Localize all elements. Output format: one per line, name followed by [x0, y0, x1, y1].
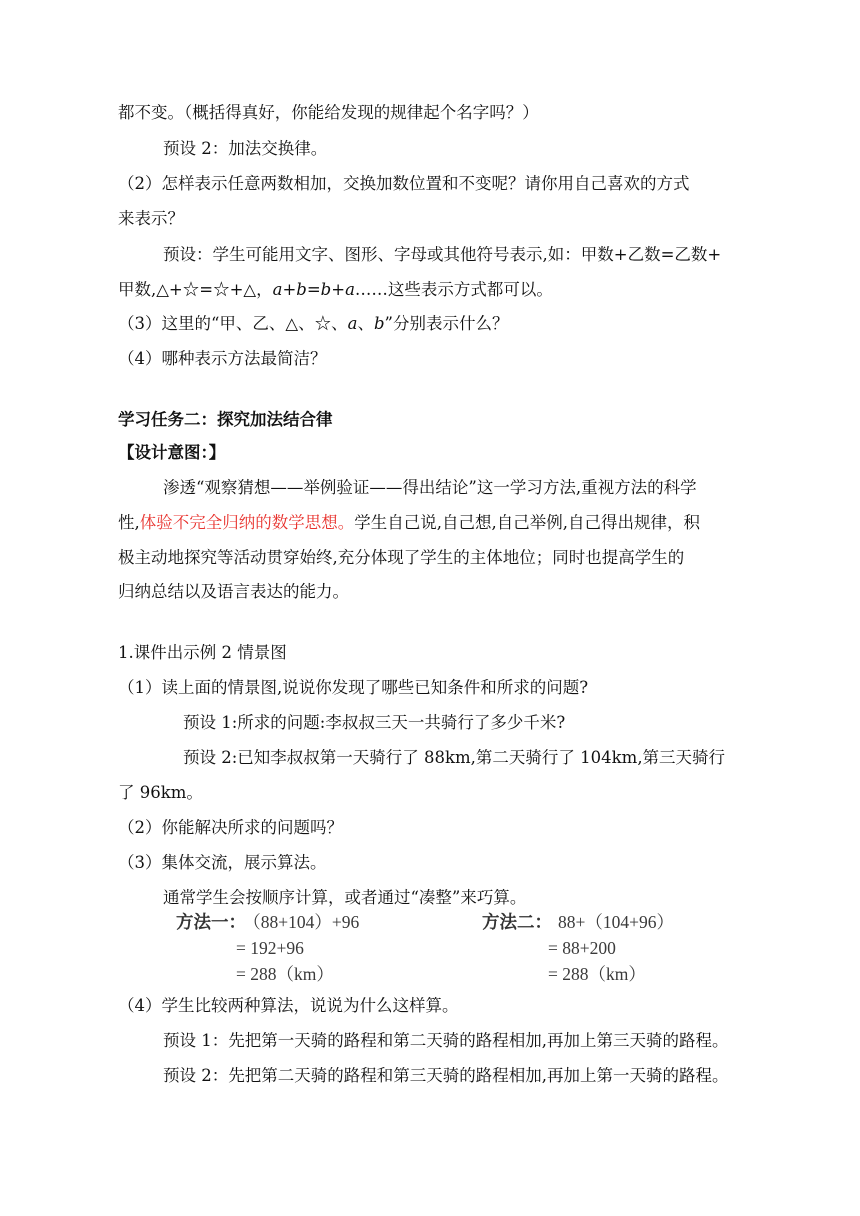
text-line: 极主动地探究等活动贯穿始终,充分体现了学生的主体地位；同时也提高学生的: [118, 548, 685, 567]
method-one-line-1: [176, 911, 359, 933]
text-line: 来表示？: [118, 209, 184, 228]
text-line: [118, 278, 860, 302]
text-span: （3）这里的“甲、乙、△、☆、: [118, 314, 348, 333]
text-line: （1）读上面的情景图,说说你发现了哪些已知条件和所求的问题?: [118, 678, 589, 697]
text-line: （4）哪种表示方法最简洁？: [118, 349, 327, 368]
highlighted-text: 体验不完全归纳的数学思想。: [139, 513, 355, 532]
text-span: 性,: [118, 513, 140, 532]
method-one-line-3: = 288（km）: [236, 964, 334, 984]
method-one-label: 方法一：: [176, 912, 246, 932]
text-span: 学生自己说,自己想,自己举例,自己得出规律，积: [354, 513, 700, 532]
text-span: 、: [357, 314, 374, 333]
method-two-expression: 88+（104+96）: [558, 912, 674, 932]
formula-var: a: [272, 280, 283, 299]
text-span: ”分别表示什么？: [384, 314, 509, 333]
method-one-line-2: = 192+96: [236, 938, 304, 958]
text-line: 渗透“观察猜想——举例验证——得出结论”这一学习方法,重视方法的科学: [163, 478, 697, 497]
formula-var: b: [320, 280, 332, 299]
text-line: 通常学生会按顺序计算，或者通过“凑整”来巧算。: [163, 888, 527, 907]
text-line: 预设 1：先把第一天骑的路程和第二天骑的路程相加,再加上第三天骑的路程。: [163, 1031, 729, 1050]
text-line: （2）你能解决所求的问题吗？: [118, 818, 343, 837]
formula-op: =: [306, 280, 321, 299]
text-line: 1.课件出示例 2 情景图: [118, 643, 287, 662]
text-line: 都不变。（概括得真好，你能给发现的规律起个名字吗？）: [118, 103, 539, 122]
text-line: 预设 2:已知李叔叔第一天骑行了 88km,第二天骑行了 104km,第三天骑行: [183, 748, 726, 767]
text-line: （3）集体交流，展示算法。: [118, 853, 327, 872]
text-line: 了 96km。: [118, 783, 203, 802]
text-line: [118, 511, 860, 535]
formula-var: a: [345, 280, 355, 299]
text-line: （2）怎样表示任意两数相加，交换加数位置和不变呢？请你用自己喜欢的方式: [118, 174, 690, 193]
text-line: 预设 1:所求的问题:李叔叔三天一共骑行了多少千米?: [183, 713, 566, 732]
formula-var: a: [347, 314, 358, 333]
method-two-line-1: [482, 911, 674, 933]
formula-var: b: [296, 280, 307, 299]
text-line: 预设：学生可能用文字、图形、字母或其他符号表示,如：甲数+乙数=乙数+: [163, 245, 722, 264]
text-line: （4）学生比较两种算法，说说为什么这样算。: [118, 996, 459, 1015]
text-span: ……这些表示方式都可以。: [354, 280, 553, 299]
text-span: 甲数,△+☆=☆+△，: [118, 280, 273, 299]
text-line: 归纳总结以及语言表达的能力。: [118, 582, 349, 601]
formula-op: +: [331, 280, 346, 299]
section-heading: 学习任务二：探究加法结合律: [118, 410, 333, 429]
method-two-label: 方法二：: [482, 912, 552, 932]
text-line: [118, 312, 860, 336]
formula-var: b: [373, 314, 385, 333]
text-line: 预设 2：加法交换律。: [163, 139, 328, 158]
method-one-expression: （88+104）+96: [252, 912, 360, 932]
method-two-line-3: = 288（km）: [548, 964, 646, 984]
method-two-line-2: = 88+200: [548, 938, 616, 958]
design-intent-label: 【设计意图：】: [118, 443, 226, 462]
formula-op: +: [282, 280, 297, 299]
text-line: 预设 2：先把第二天骑的路程和第三天骑的路程相加,再加上第一天骑的路程。: [163, 1066, 729, 1085]
